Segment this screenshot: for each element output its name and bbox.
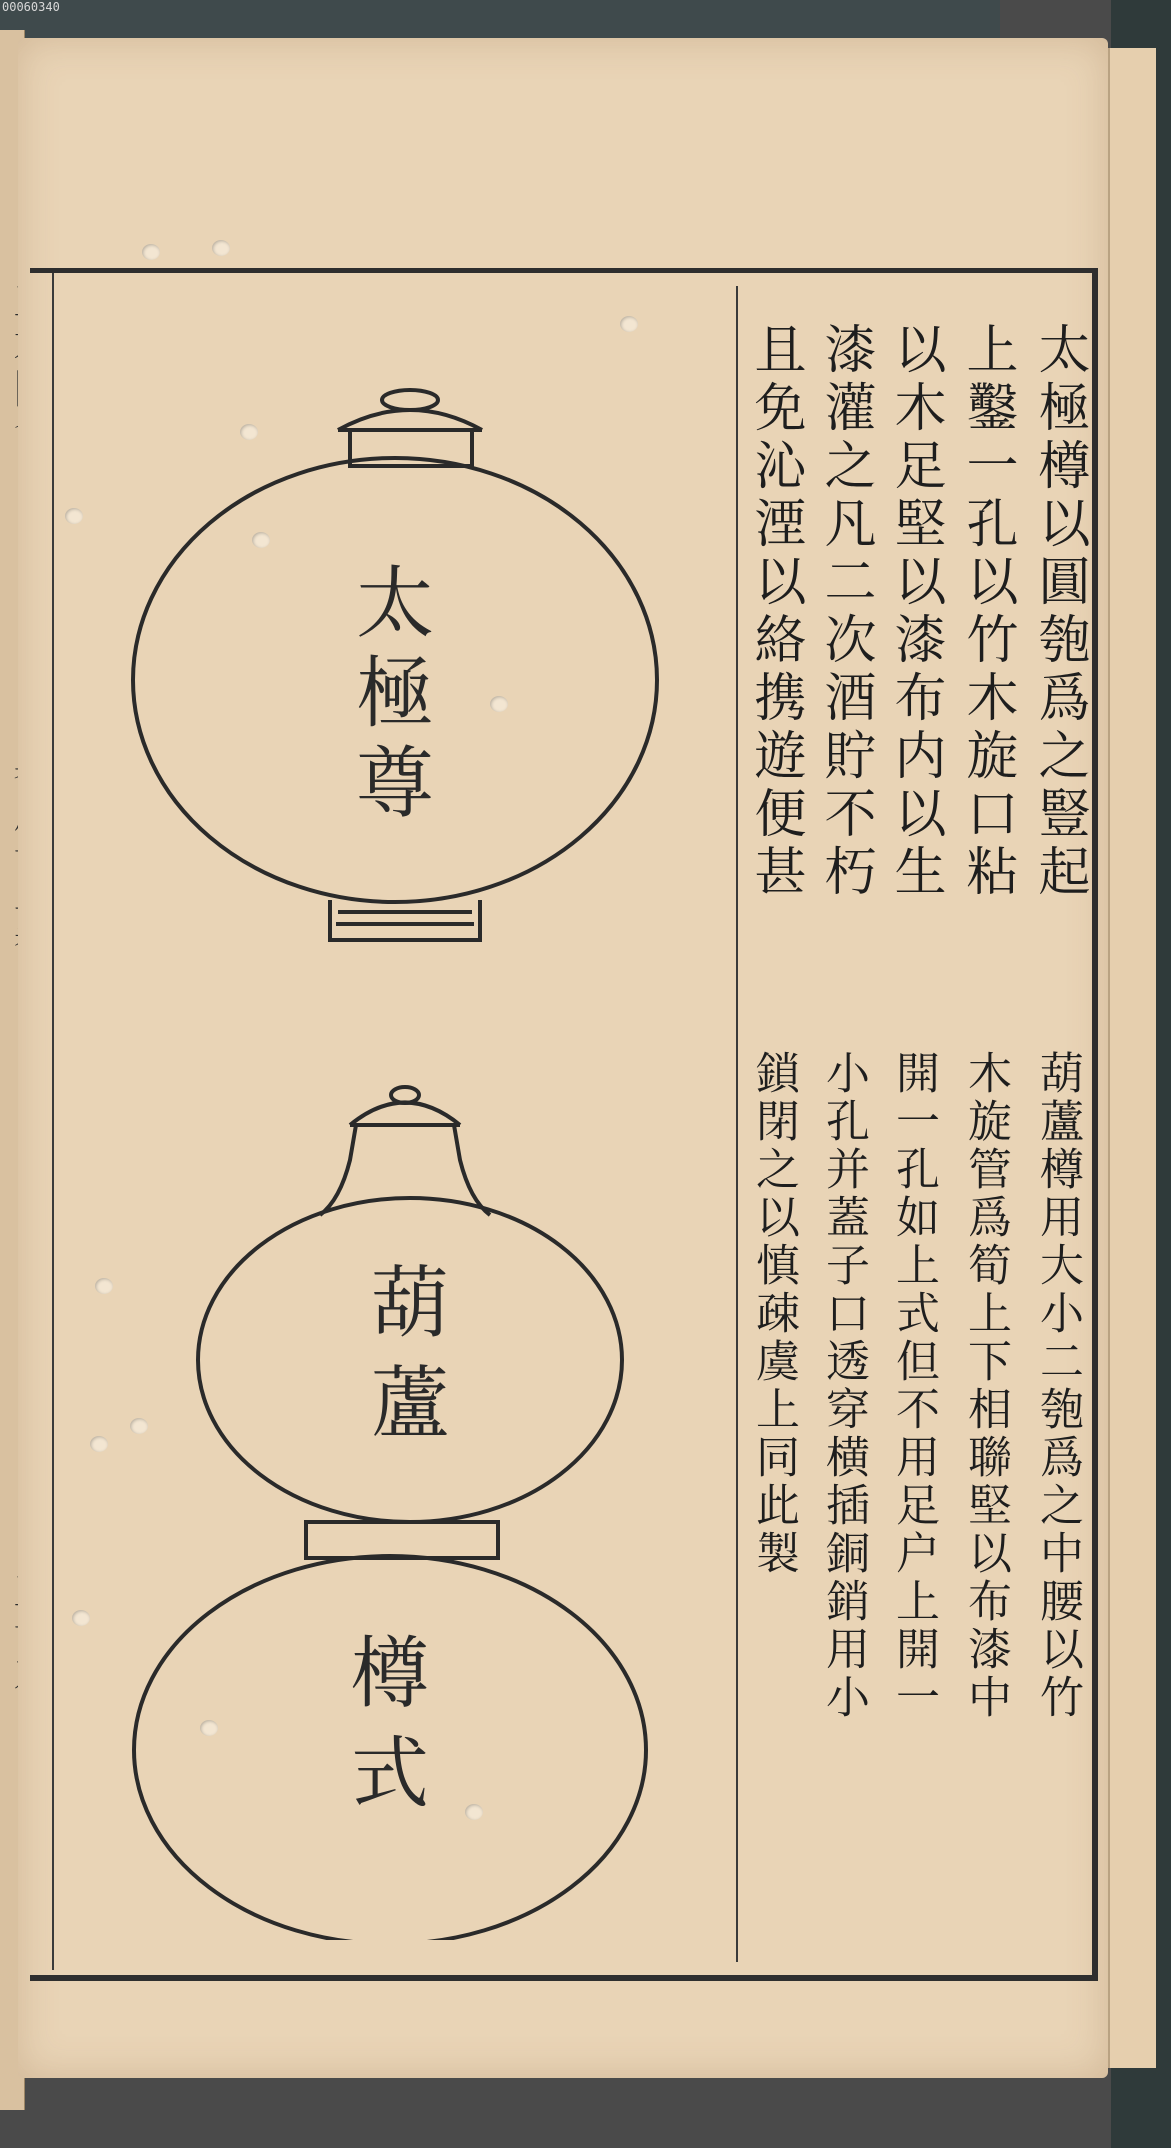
vessel-illustrations [120, 380, 680, 1940]
column-divider [736, 286, 738, 1962]
text-column-7: 木旋管爲筍上下相聯堅以布漆中 [960, 1050, 1011, 1722]
text-column-5: 且免沁湮以絡携遊便甚 [745, 322, 805, 902]
scan-id-label: 00060340 [2, 0, 60, 14]
hulu-label-3: 樽 [350, 1629, 430, 1719]
taiji-label-2: 極 [355, 649, 435, 739]
hulu-label-2: 蘆 [370, 1359, 450, 1449]
text-column-9: 小孔并蓋子口透穿横插銅銷用小 [818, 1050, 869, 1722]
taiji-label-1: 太 [355, 559, 435, 649]
paper-hole [95, 1278, 113, 1294]
paper-hole [490, 696, 508, 712]
frame-left-line [52, 273, 54, 1970]
taiji-label-3: 尊 [355, 739, 435, 829]
text-column-2: 上鑿一孔以竹木旋口粘 [957, 322, 1017, 902]
paper-hole [252, 532, 270, 548]
text-column-3: 以木足堅以漆布内以生 [885, 322, 945, 902]
text-column-1: 太極樽以圓匏爲之豎起 [1029, 322, 1089, 902]
paper-hole [212, 240, 230, 256]
hulu-label-4: 式 [350, 1729, 430, 1819]
paper-hole [142, 244, 160, 260]
text-column-8: 開一孔如上式但不用足户上開一 [888, 1050, 939, 1722]
text-column-4: 漆灌之凡二次酒貯不朽 [815, 322, 875, 902]
text-column-6: 葫蘆樽用大小二匏爲之中腰以竹 [1032, 1050, 1083, 1722]
paper-hole [65, 508, 83, 524]
paper-hole [620, 316, 638, 332]
text-column-10: 鎖閉之以慎疎虞上同此製 [748, 1050, 799, 1578]
hulu-label-1: 葫 [370, 1259, 450, 1349]
paper-hole [240, 424, 258, 440]
paper-hole [90, 1436, 108, 1452]
paper-hole [72, 1610, 90, 1626]
next-page-edge [1108, 48, 1156, 2068]
paper-hole [200, 1720, 218, 1736]
paper-hole [465, 1804, 483, 1820]
paper-hole [130, 1418, 148, 1434]
top-binding [0, 0, 1000, 40]
